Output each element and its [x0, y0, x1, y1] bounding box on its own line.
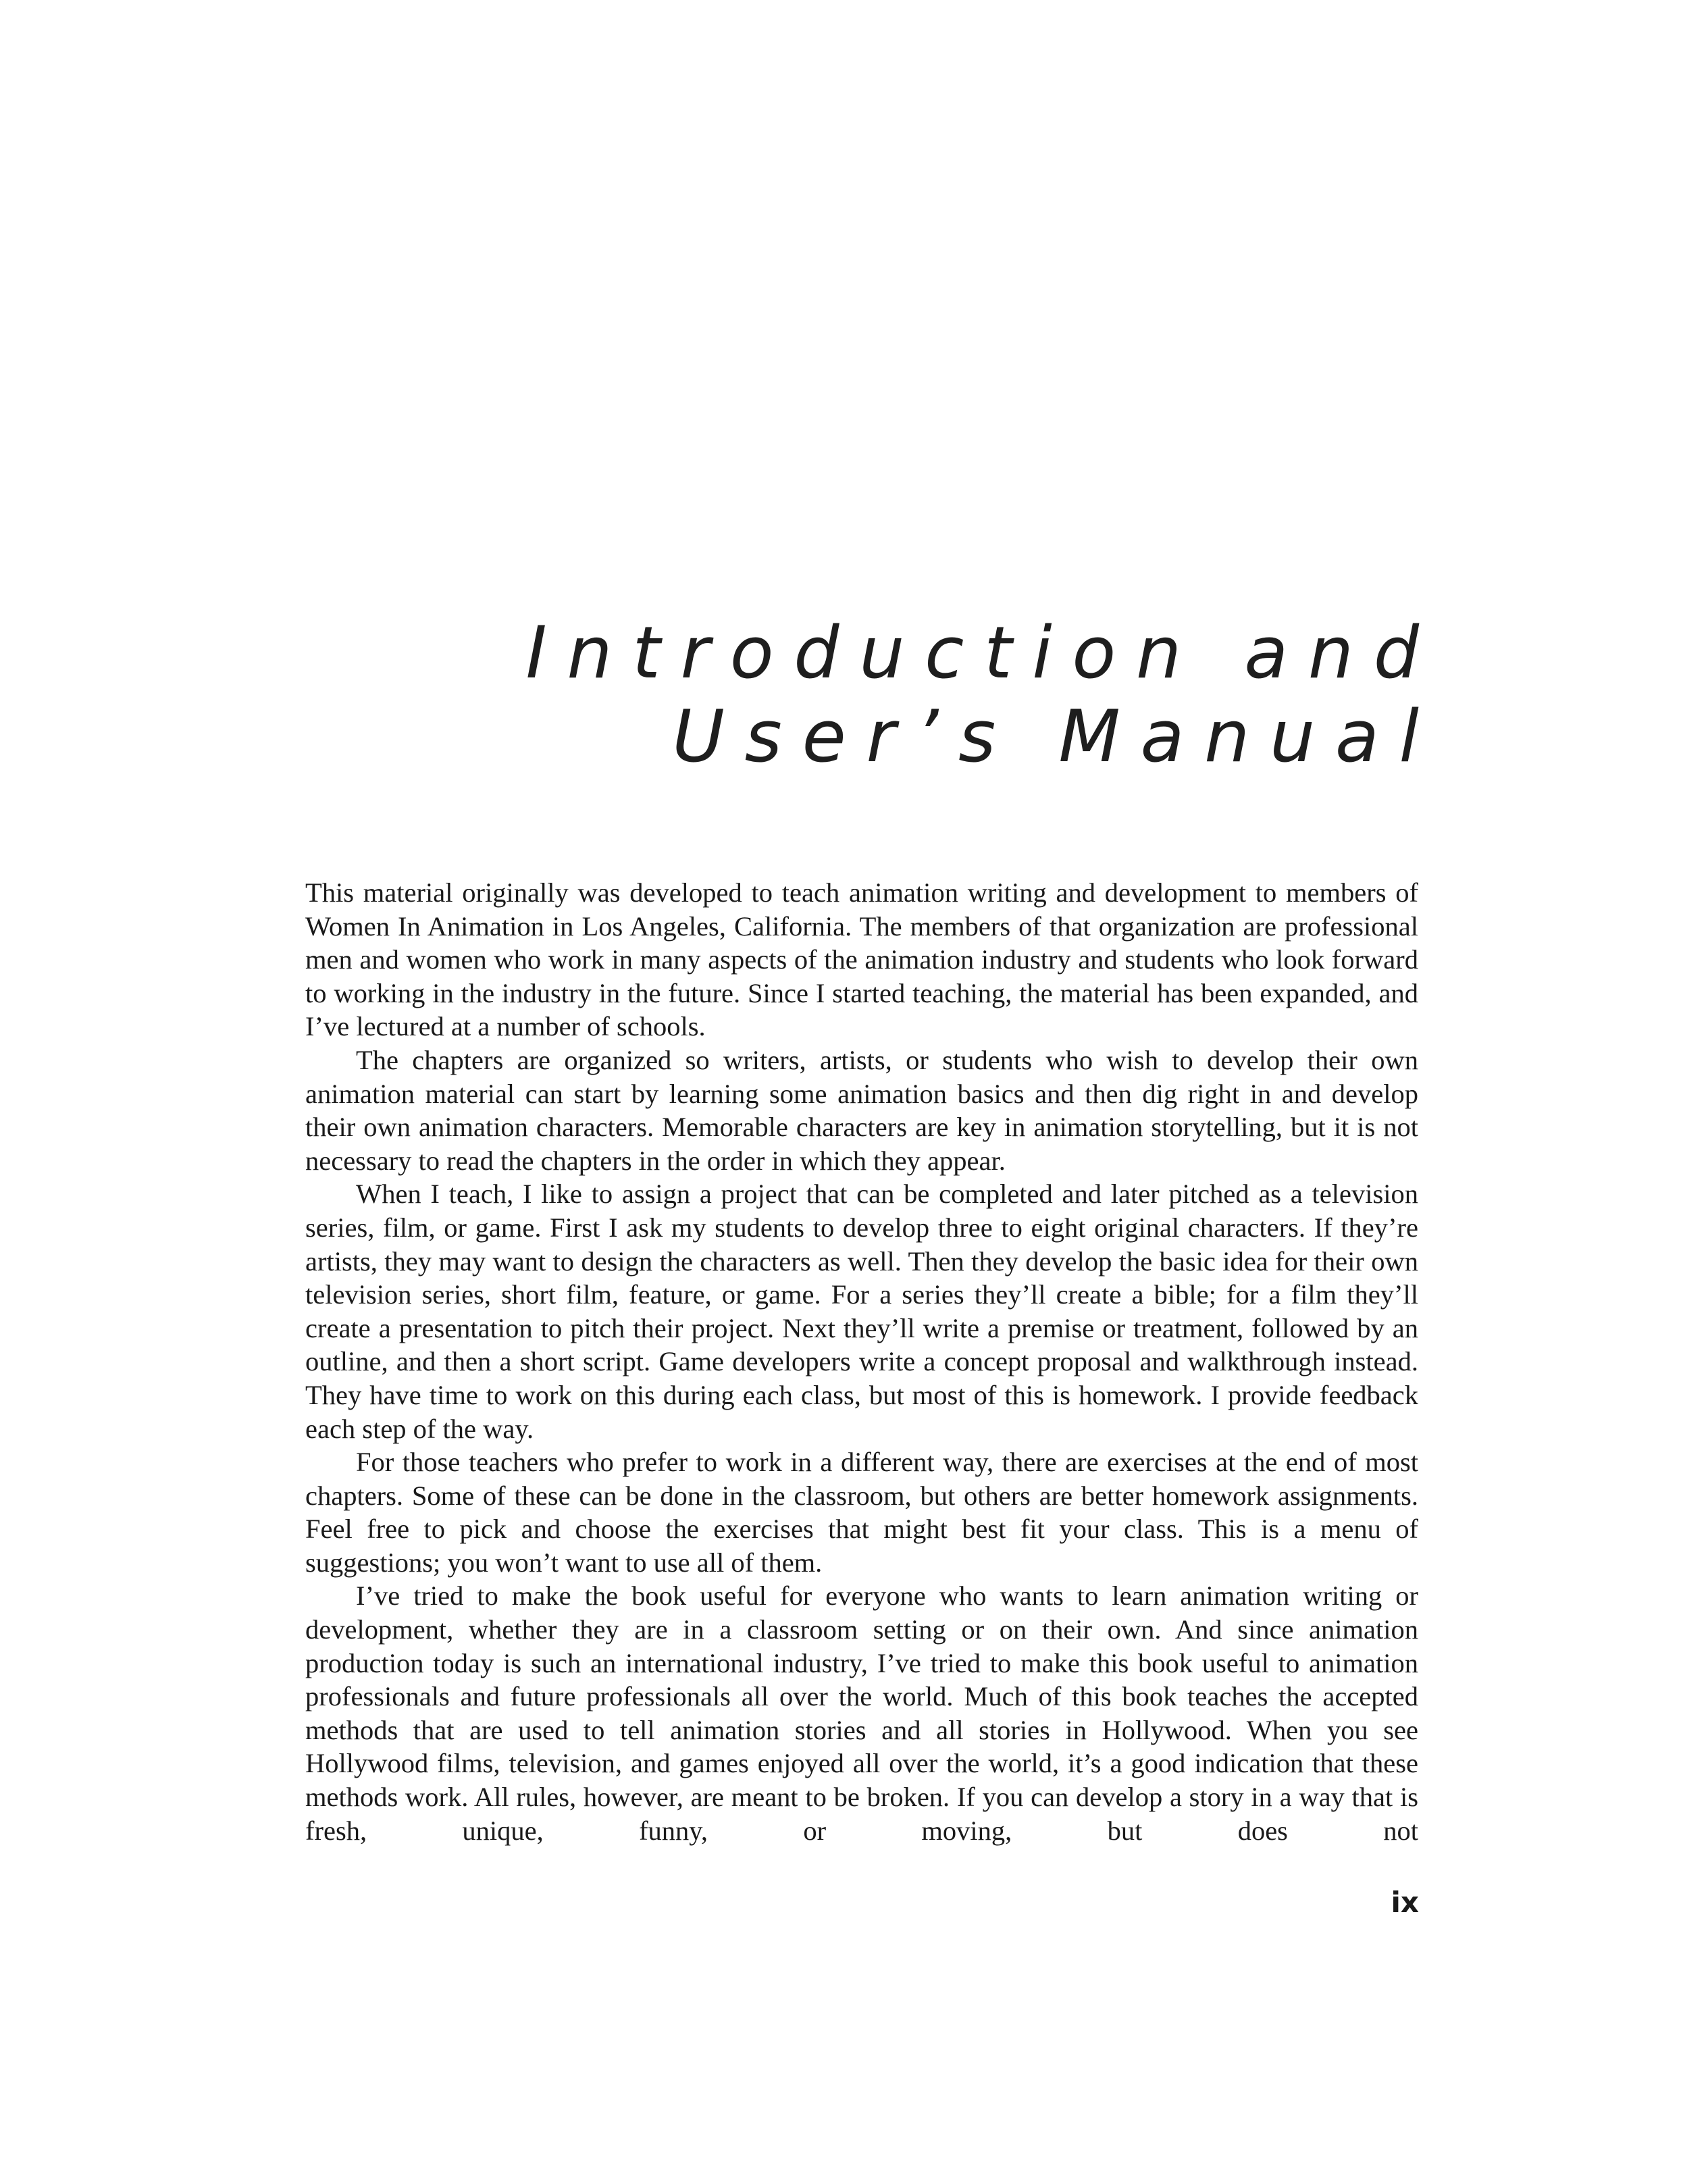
- page-number: ix: [1391, 1886, 1419, 1919]
- chapter-title-line-1: Introduction and: [525, 611, 1439, 694]
- paragraph-4: For those teachers who prefer to work in a different way, there are exercises at the end of most chapters. Some of these can be done in the classroom, but others are better homework assignments. Feel free to pick and choose the exercises that might best fit your class. This is a menu of suggestions; you won’t want to use all of them.: [305, 1447, 1418, 1578]
- paragraph-2: The chapters are organized so writers, artists, or students who wish to develop their own animation material can start by learning some animation basics and then dig right in and develop their own animation characters. Memorable characters are key in animation storytelling, but it is not necessary to read the chapters in the order in which they appear.: [305, 1044, 1418, 1176]
- paragraph-3: When I teach, I like to assign a project that can be completed and later pitched as a television series, film, or game. First I ask my students to develop three to eight original characters. If they’re artists, they may want to design the characters as well. Then they develop the basic idea for their own television series, short film, feature, or game. For a series they’ll create a bible; for a film they’ll create a presentation to pitch their project. Next they’ll write a premise or treatment, followed by an outline, and then a short script. Game developers write a concept proposal and walkthrough instead. They have time to work on this during each class, but most of this is homework. I provide feedback each step of the way.: [305, 1179, 1418, 1444]
- body-text: [305, 876, 1418, 1847]
- paragraph-5: I’ve tried to make the book useful for everyone who wants to learn animation writing or development, whether they are in a classroom setting or on their own. And since animation production today is such an international industry, I’ve tried to make this book useful to animation professionals and future professionals all over the world. Much of this book teaches the accepted methods that are used to tell animation stories and all stories in Hollywood. When you see Hollywood films, television, and games enjoyed all over the world, it’s a good indication that these methods work. All rules, however, are meant to be broken. If you can develop a story in a way that is fresh, unique, funny, or moving, but does not: [305, 1580, 1418, 1846]
- chapter-title-line-2: User’s Manual: [672, 695, 1439, 778]
- paragraph-1: This material originally was developed to teach animation writing and development to members of Women In Animation in Los Angeles, California. The members of that organization are professional men and women who work in many aspects of the animation industry and students who look forward to working in the industry in the future. Since I started teaching, the material has been expanded, and I’ve lectured at a number of schools.: [305, 877, 1418, 1042]
- chapter-title: [525, 611, 1439, 779]
